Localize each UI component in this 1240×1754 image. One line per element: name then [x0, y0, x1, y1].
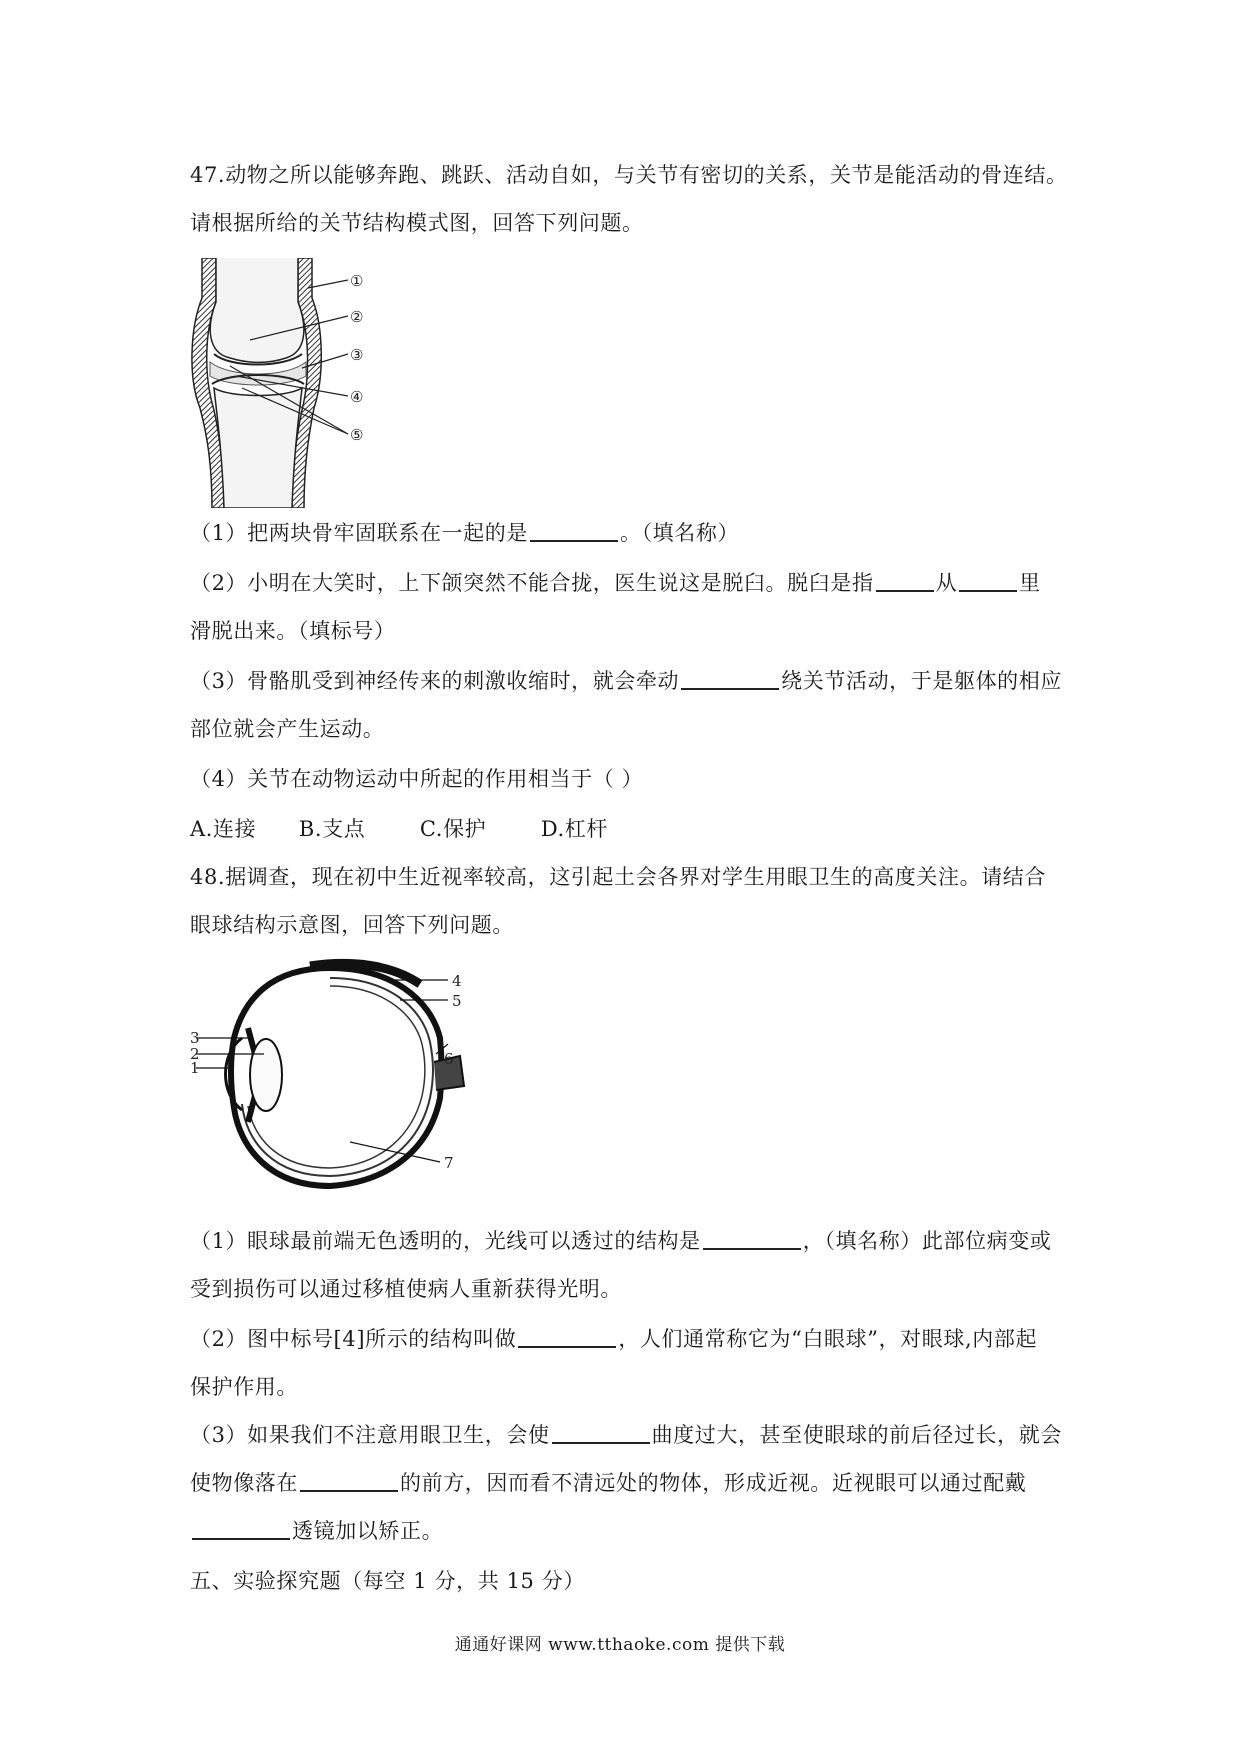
- joint-label-4: ④: [350, 388, 364, 406]
- option-d[interactable]: D.杠杆: [540, 817, 609, 841]
- answer-blank[interactable]: [959, 568, 1017, 592]
- eye-label-5: 5: [452, 992, 462, 1010]
- q48-sub3-line2: 使物像落在 的前方，因而看不清远处的物体，形成近视。近视眼可以通过配戴: [190, 1468, 1060, 1498]
- section-5-heading: 五、实验探究题（每空 1 分，共 15 分）: [190, 1569, 585, 1593]
- answer-blank[interactable]: [703, 1226, 801, 1250]
- eye-label-2: 2: [190, 1045, 200, 1063]
- joint-label-2: ②: [350, 308, 364, 326]
- eye-label-7: 7: [444, 1154, 454, 1172]
- eye-label-3: 3: [190, 1029, 200, 1047]
- answer-blank[interactable]: [192, 1516, 290, 1540]
- q47-sub2-line2: 滑脱出来。（填标号）: [190, 619, 396, 643]
- option-c[interactable]: C.保护: [419, 817, 487, 841]
- answer-blank[interactable]: [876, 568, 934, 592]
- option-b[interactable]: B.支点: [298, 817, 366, 841]
- q48-sub3: （3）如果我们不注意用眼卫生，会使 曲度过大，甚至使眼球的前后径过长，就会: [190, 1420, 1060, 1450]
- joint-label-3: ③: [350, 346, 364, 364]
- eye-label-1: 1: [190, 1059, 200, 1077]
- q47-sub3-line2: 部位就会产生运动。: [190, 717, 385, 741]
- q48-sub1: （1）眼球最前端无色透明的，光线可以透过的结构是 ，（填名称）此部位病变或: [190, 1226, 1060, 1256]
- option-a[interactable]: A.连接: [190, 817, 257, 841]
- answer-blank[interactable]: [552, 1420, 650, 1444]
- q48-sub2-line2: 保护作用。: [190, 1375, 298, 1399]
- q47-sub2: （2）小明在大笑时，上下颌突然不能合拢，医生说这是脱臼。脱臼是指 从 里: [190, 568, 1060, 598]
- answer-blank[interactable]: [300, 1468, 398, 1492]
- q48-stem-line1: 48.据调查，现在初中生近视率较高，这引起土会各界对学生用眼卫生的高度关注。请结合: [190, 865, 1046, 889]
- q47-stem-line2: 请根据所给的关节结构模式图，回答下列问题。: [190, 211, 644, 235]
- q47-sub3: （3）骨骼肌受到神经传来的刺激收缩时，就会牵动 绕关节活动，于是躯体的相应: [190, 666, 1060, 696]
- eyeball-structure-diagram: [190, 958, 470, 1198]
- q47-sub4: （4）关节在动物运动中所起的作用相当于（ ）: [190, 767, 644, 791]
- q48-stem-line2: 眼球结构示意图，回答下列问题。: [190, 913, 514, 937]
- q48-sub1-line2: 受到损伤可以通过移植使病人重新获得光明。: [190, 1277, 622, 1301]
- answer-blank[interactable]: [530, 518, 618, 542]
- footer-source: 通通好课网 www.tthaoke.com 提供下载: [454, 1635, 786, 1655]
- joint-label-5: ⑤: [350, 426, 364, 444]
- q48-sub2: （2）图中标号[4]所示的结构叫做 ，人们通常称它为“白眼球”，对眼球,内部起: [190, 1324, 1060, 1354]
- q47-sub1: （1）把两块骨牢固联系在一起的是 。（填名称）: [190, 518, 1060, 548]
- joint-structure-diagram: [190, 258, 400, 508]
- joint-label-1: ①: [350, 272, 364, 290]
- eye-label-6: 6: [444, 1050, 454, 1068]
- q47-stem-line1: 47.动物之所以能够奔跑、跳跃、活动自如，与关节有密切的关系，关节是能活动的骨连结。: [190, 163, 1068, 187]
- eye-label-4: 4: [452, 972, 462, 990]
- answer-blank[interactable]: [518, 1324, 616, 1348]
- answer-blank[interactable]: [681, 666, 779, 690]
- q47-options: [190, 814, 1060, 844]
- q48-sub3-line3: 透镜加以矫正。: [190, 1516, 1060, 1546]
